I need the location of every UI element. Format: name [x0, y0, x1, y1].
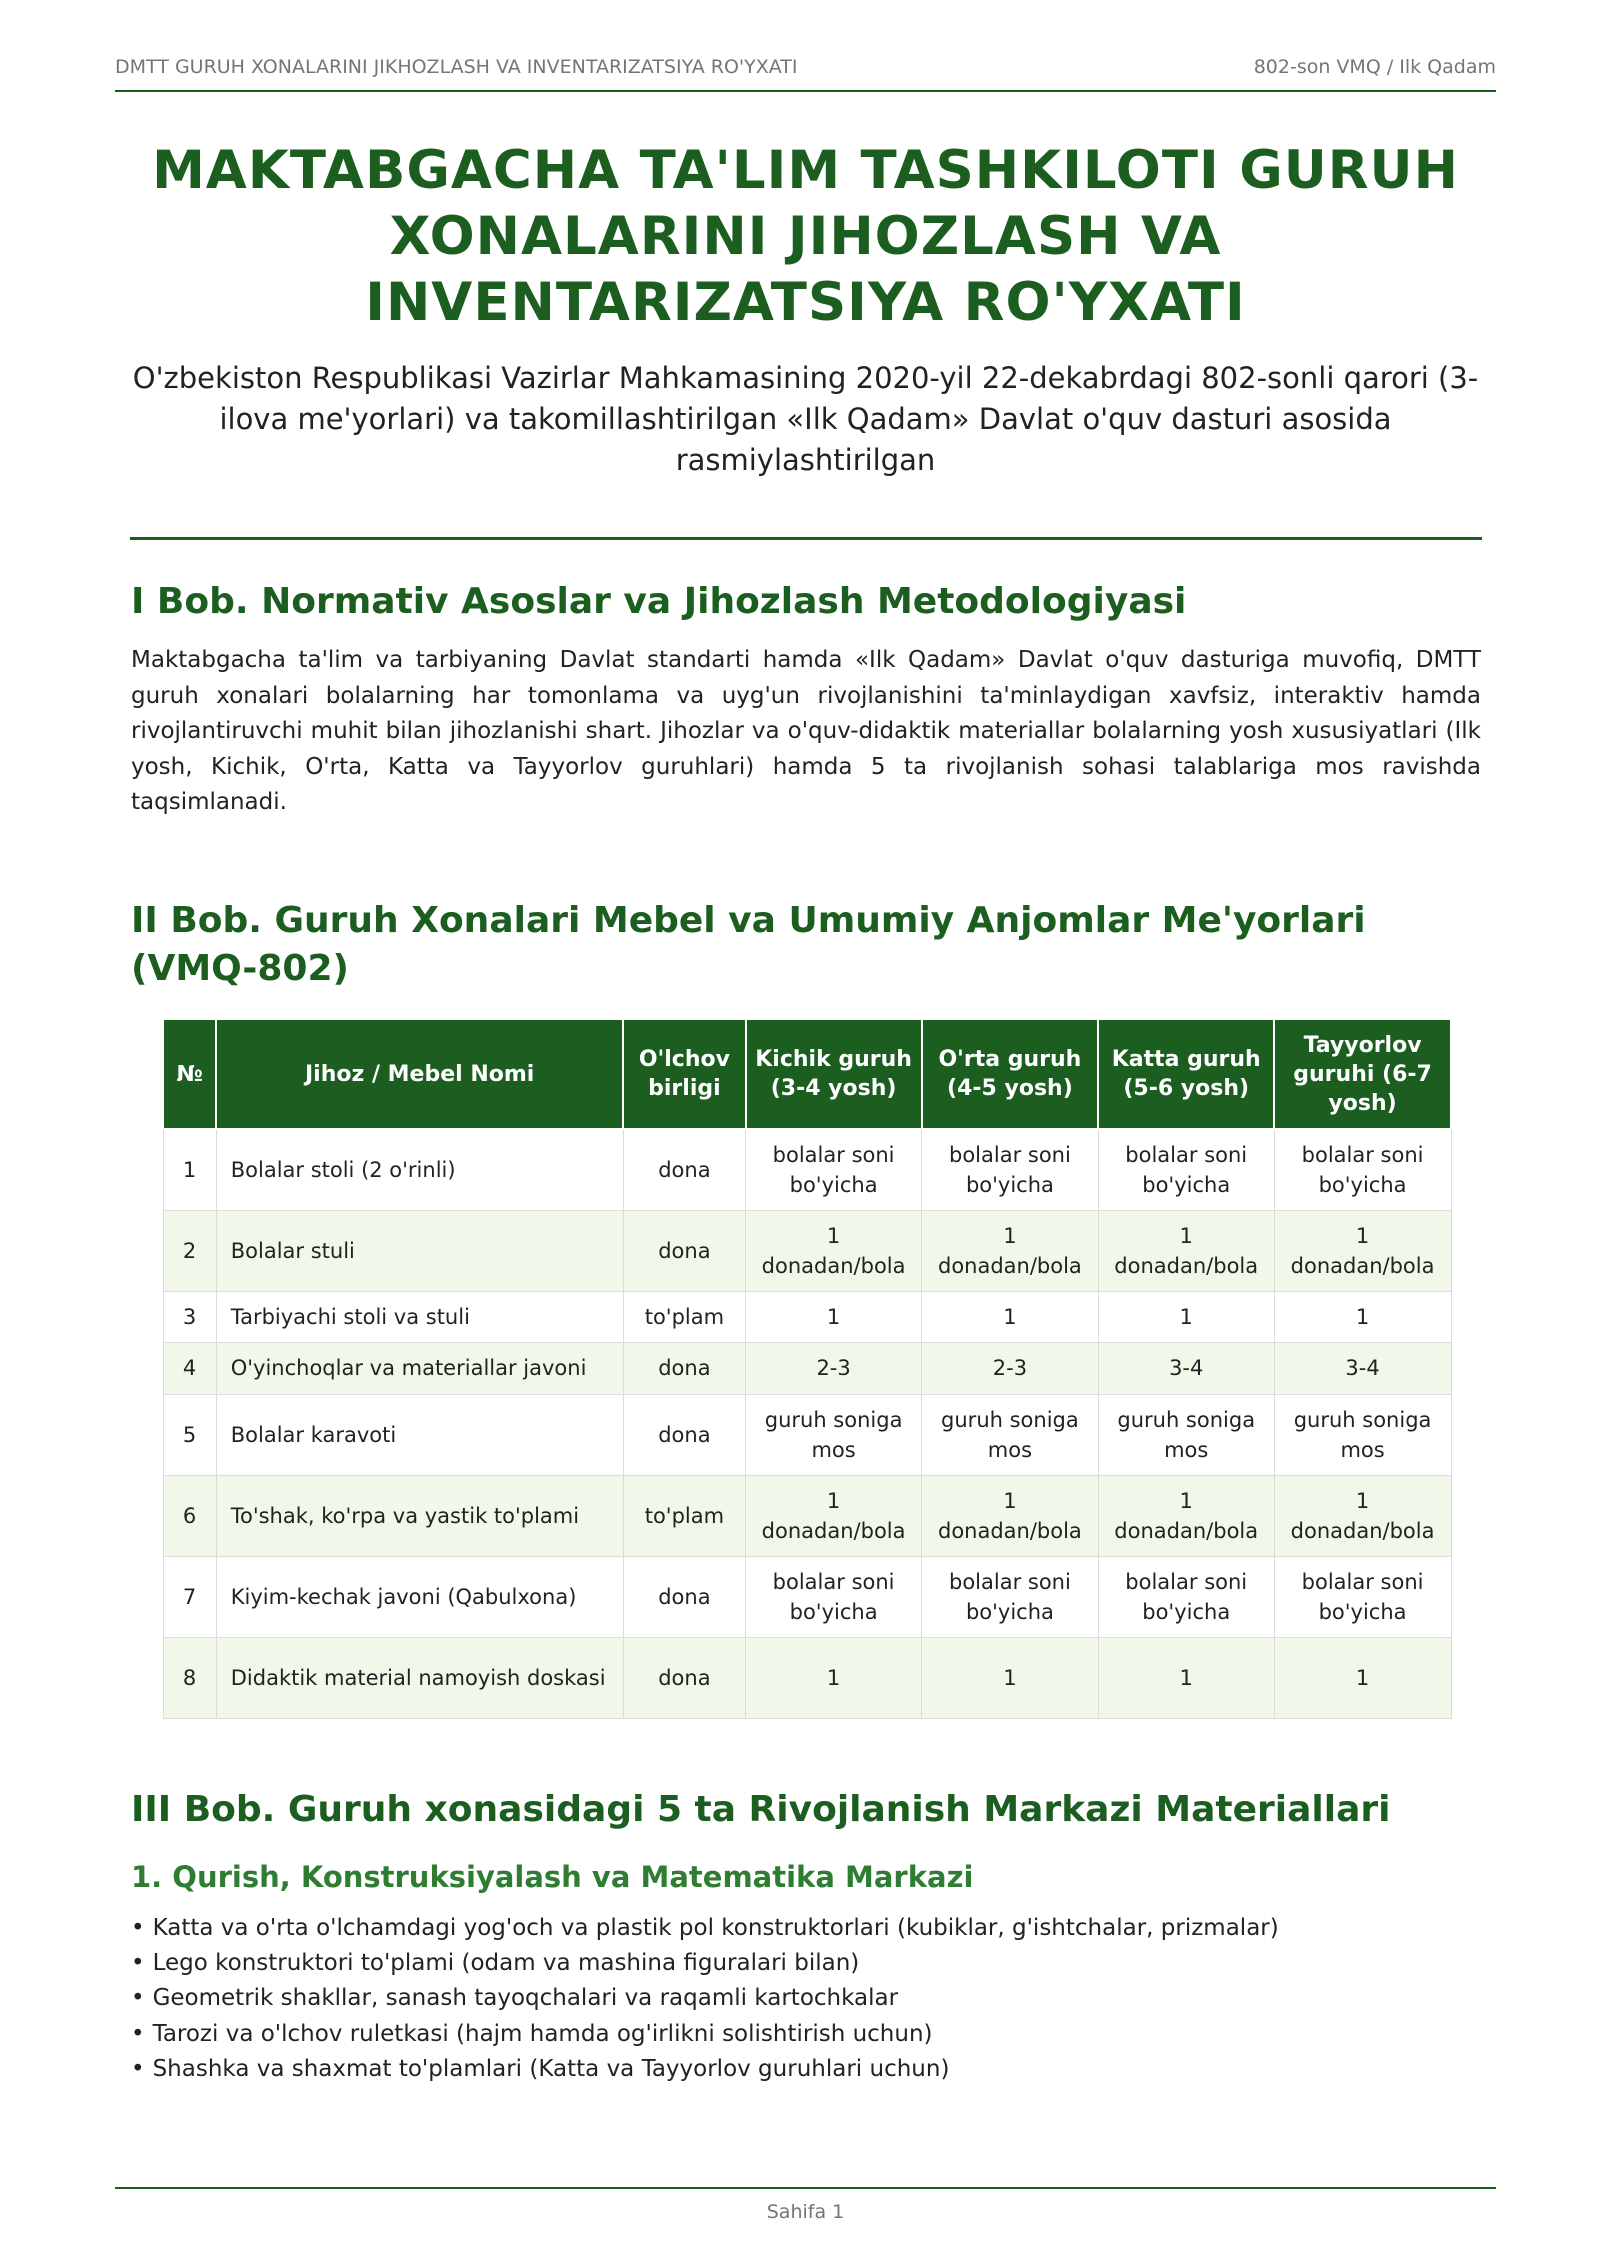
- table-row: [163, 1210, 1451, 1291]
- list-item: • Tarozi va o'lchov ruletkasi (hajm hamda og'irlikni solishtirish uchun): [131, 2017, 1481, 2052]
- cell-unit: to'plam: [623, 1291, 746, 1342]
- column-header-tayyorlov: Tayyorlov guruhi (6-7 yosh): [1274, 1019, 1451, 1129]
- list-item: • Geometrik shakllar, sanash tayoqchalari va raqamli kartochkalar: [131, 1981, 1481, 2016]
- cell-number: 7: [163, 1556, 216, 1637]
- cell-unit: dona: [623, 1637, 746, 1718]
- table-header-row: [163, 1019, 1451, 1129]
- column-header-unit: O'lchov birligi: [623, 1019, 746, 1129]
- cell-katta: bolalar soni bo'yicha: [1098, 1556, 1274, 1637]
- cell-orta: 2-3: [922, 1342, 1099, 1394]
- section-1-heading: I Bob. Normativ Asoslar va Jihozlash Metodologiyasi: [131, 581, 1187, 622]
- section-3: [131, 1786, 1481, 1834]
- section-1-paragraph: Maktabgacha ta'lim va tarbiyaning Davlat standarti hamda «Ilk Qadam» Davlat o'quv dasturiga muvofiq, DMTT guruh xonalari bolalarning har tomonlama va uyg'un rivojlanishini ta'minlaydigan xavfsiz, interaktiv hamda rivojlantiruvchi muhit bilan jihozlanishi shart. Jihozlar va o'quv-didaktik materiallar bolalarning yosh xususiyatlari (Ilk yosh, Kichik, O'rta, Katta va Tayyorlov guruhlari) hamda 5 ta rivojlanish sohasi talablariga mos ravishda taqsimlanadi.: [131, 647, 1481, 815]
- cell-number: 4: [163, 1342, 216, 1394]
- cell-kichik: 2-3: [746, 1342, 922, 1394]
- table-row: [163, 1129, 1451, 1210]
- cell-number: 5: [163, 1394, 216, 1475]
- cell-unit: dona: [623, 1210, 746, 1291]
- cell-orta: 1: [922, 1637, 1099, 1718]
- furniture-norms-table: [162, 1018, 1452, 1719]
- cell-unit: dona: [623, 1129, 746, 1210]
- running-header-left: DMTT GURUH XONALARINI JIKHOZLASH VA INVENTARIZATSIYA RO'YXATI: [115, 56, 798, 78]
- table-row: [163, 1342, 1451, 1394]
- cell-name: Bolalar stuli: [216, 1210, 623, 1291]
- cell-katta: 1 donadan/bola: [1098, 1475, 1274, 1556]
- cell-unit: dona: [623, 1394, 746, 1475]
- list-item: • Lego konstruktori to'plami (odam va mashina figuralari bilan): [131, 1946, 1481, 1981]
- table-row: [163, 1394, 1451, 1475]
- cell-tayyorlov: guruh soniga mos: [1274, 1394, 1451, 1475]
- cell-tayyorlov: 1 donadan/bola: [1274, 1210, 1451, 1291]
- running-header: [115, 56, 1496, 92]
- cell-kichik: guruh soniga mos: [746, 1394, 922, 1475]
- section-1-body: [131, 643, 1481, 821]
- cell-katta: guruh soniga mos: [1098, 1394, 1274, 1475]
- document-title-line-1: MAKTABGACHA TA'LIM TASHKILOTI GURUH: [152, 140, 1459, 201]
- cell-unit: dona: [623, 1556, 746, 1637]
- cell-name: O'yinchoqlar va materiallar javoni: [216, 1342, 623, 1394]
- cell-number: 6: [163, 1475, 216, 1556]
- cell-kichik: 1: [746, 1291, 922, 1342]
- table-row: [163, 1556, 1451, 1637]
- section-3-subheading: 1. Qurish, Konstruksiyalash va Matematika Markazi: [131, 1860, 974, 1894]
- cell-kichik: bolalar soni bo'yicha: [746, 1129, 922, 1210]
- cell-orta: 1 donadan/bola: [922, 1210, 1099, 1291]
- section-2-heading-line-2: (VMQ-802): [131, 948, 349, 989]
- cell-name: Kiyim-kechak javoni (Qabulxona): [216, 1556, 623, 1637]
- section-1: [131, 578, 1481, 626]
- table-row: [163, 1291, 1451, 1342]
- cell-unit: dona: [623, 1342, 746, 1394]
- cell-tayyorlov: 1: [1274, 1637, 1451, 1718]
- document-subtitle: O'zbekiston Respublikasi Vazirlar Mahkamasining 2020-yil 22-dekabrdagi 802-sonli qarori (3-ilova me'yorlari) va takomillashtirilgan «Ilk Qadam» Davlat o'quv dasturi asosida rasmiylashtirilgan: [132, 361, 1479, 477]
- cell-katta: 3-4: [1098, 1342, 1274, 1394]
- column-header-katta: Katta guruh (5-6 yosh): [1098, 1019, 1274, 1129]
- cell-katta: 1: [1098, 1291, 1274, 1342]
- cell-orta: 1 donadan/bola: [922, 1475, 1099, 1556]
- cell-tayyorlov: bolalar soni bo'yicha: [1274, 1556, 1451, 1637]
- cell-katta: 1 donadan/bola: [1098, 1210, 1274, 1291]
- document-title-line-3: INVENTARIZATSIYA RO'YXATI: [365, 272, 1246, 333]
- document-title: [115, 138, 1496, 336]
- cell-katta: 1: [1098, 1637, 1274, 1718]
- cell-number: 3: [163, 1291, 216, 1342]
- cell-number: 8: [163, 1637, 216, 1718]
- cell-kichik: bolalar soni bo'yicha: [746, 1556, 922, 1637]
- section-2: [131, 897, 1481, 993]
- cell-tayyorlov: 3-4: [1274, 1342, 1451, 1394]
- section-3-subsection: [131, 1858, 1481, 1896]
- cell-unit: to'plam: [623, 1475, 746, 1556]
- footer-divider: [115, 2187, 1496, 2189]
- materials-bullet-list: [131, 1911, 1481, 2087]
- cell-tayyorlov: 1 donadan/bola: [1274, 1475, 1451, 1556]
- column-header-name: Jihoz / Mebel Nomi: [216, 1019, 623, 1129]
- cell-orta: guruh soniga mos: [922, 1394, 1099, 1475]
- column-header-orta: O'rta guruh (4-5 yosh): [922, 1019, 1099, 1129]
- title-block: [115, 138, 1496, 481]
- section-2-heading: [131, 897, 1481, 993]
- cell-name: Didaktik material namoyish doskasi: [216, 1637, 623, 1718]
- section-3-list: [131, 1911, 1481, 2087]
- table-row: [163, 1475, 1451, 1556]
- cell-orta: bolalar soni bo'yicha: [922, 1129, 1099, 1210]
- cell-name: Bolalar stoli (2 o'rinli): [216, 1129, 623, 1210]
- cell-kichik: 1 donadan/bola: [746, 1475, 922, 1556]
- cell-number: 2: [163, 1210, 216, 1291]
- cell-name: To'shak, ko'rpa va yastik to'plami: [216, 1475, 623, 1556]
- cell-name: Bolalar karavoti: [216, 1394, 623, 1475]
- cell-kichik: 1: [746, 1637, 922, 1718]
- cell-tayyorlov: bolalar soni bo'yicha: [1274, 1129, 1451, 1210]
- list-item: • Katta va o'rta o'lchamdagi yog'och va plastik pol konstruktorlari (kubiklar, g'ishtchalar, prizmalar): [131, 1911, 1481, 1946]
- cell-name: Tarbiyachi stoli va stuli: [216, 1291, 623, 1342]
- cell-tayyorlov: 1: [1274, 1291, 1451, 1342]
- cell-number: 1: [163, 1129, 216, 1210]
- cell-kichik: 1 donadan/bola: [746, 1210, 922, 1291]
- cell-orta: 1: [922, 1291, 1099, 1342]
- title-divider: [130, 537, 1482, 540]
- section-2-heading-line-1: II Bob. Guruh Xonalari Mebel va Umumiy Anjomlar Me'yorlari: [131, 900, 1366, 941]
- column-header-number: №: [163, 1019, 216, 1129]
- section-3-heading: III Bob. Guruh xonasidagi 5 ta Rivojlanish Markazi Materiallari: [131, 1789, 1391, 1830]
- running-header-right: 802-son VMQ / Ilk Qadam: [1253, 56, 1496, 78]
- column-header-kichik: Kichik guruh (3-4 yosh): [746, 1019, 922, 1129]
- list-item: • Shashka va shaxmat to'plamlari (Katta va Tayyorlov guruhlari uchun): [131, 2052, 1481, 2087]
- table-row: [163, 1637, 1451, 1718]
- page-number: Sahifa 1: [766, 2201, 845, 2223]
- document-title-line-2: XONALARINI JIHOZLASH VA: [389, 206, 1222, 267]
- cell-katta: bolalar soni bo'yicha: [1098, 1129, 1274, 1210]
- cell-orta: bolalar soni bo'yicha: [922, 1556, 1099, 1637]
